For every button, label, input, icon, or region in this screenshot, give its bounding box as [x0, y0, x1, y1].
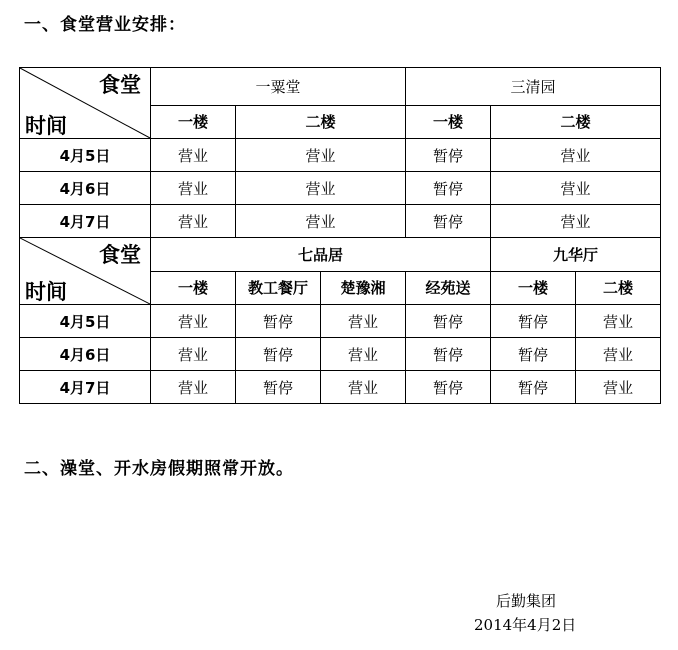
floor-cell: 二楼: [491, 105, 661, 138]
status-cell: 营业: [491, 139, 661, 172]
status-cell: 营业: [321, 305, 406, 338]
status-cell: 暂停: [491, 305, 576, 338]
floor-cell: 二楼: [236, 105, 406, 138]
status-cell: 营业: [491, 172, 661, 205]
corner-label-time: 时间: [25, 114, 67, 138]
table-row: [20, 305, 661, 338]
status-cell: 营业: [151, 338, 236, 371]
canteen-name-cell: 三清园: [406, 68, 661, 106]
status-cell: 营业: [576, 338, 661, 371]
status-cell: 营业: [321, 371, 406, 404]
status-cell: 暂停: [491, 338, 576, 371]
floor-cell: 二楼: [576, 271, 661, 305]
canteen-schedule-table: [19, 67, 661, 404]
floor-cell: 一楼: [151, 271, 236, 305]
status-cell: 暂停: [406, 371, 491, 404]
floor-cell: 一楼: [491, 271, 576, 305]
status-cell: 暂停: [236, 371, 321, 404]
floor-cell: 一楼: [151, 105, 236, 138]
section-heading-bathhouse: 二、澡堂、开水房假期照常开放。: [24, 459, 294, 479]
corner-label-canteen: 食堂: [99, 243, 141, 267]
status-cell: 暂停: [406, 205, 491, 238]
table-row: [20, 172, 661, 205]
floor-cell: 一楼: [406, 105, 491, 138]
status-cell: 营业: [236, 205, 406, 238]
table-row: [20, 205, 661, 238]
status-cell: 暂停: [406, 172, 491, 205]
floor-cell: 经苑送: [406, 271, 491, 305]
date-cell: 4月6日: [20, 172, 151, 205]
status-cell: 暂停: [406, 139, 491, 172]
status-cell: 暂停: [236, 305, 321, 338]
signature-organization: 后勤集团: [496, 592, 557, 610]
status-cell: 暂停: [406, 338, 491, 371]
status-cell: 营业: [151, 205, 236, 238]
canteen-name-cell: 一粟堂: [151, 68, 406, 106]
status-cell: 营业: [321, 338, 406, 371]
corner-label-canteen: 食堂: [99, 73, 141, 97]
status-cell: 营业: [151, 371, 236, 404]
status-cell: 暂停: [491, 371, 576, 404]
floor-cell: 楚豫湘: [321, 271, 406, 305]
section-heading-canteen: 一、食堂营业安排：: [24, 15, 186, 35]
status-cell: 营业: [576, 305, 661, 338]
date-cell: 4月5日: [20, 139, 151, 172]
diagonal-header-cell: [20, 68, 151, 139]
table-row: [20, 139, 661, 172]
canteen-name-cell: 九华厅: [491, 238, 661, 272]
canteen-name-cell: 七品居: [151, 238, 491, 272]
status-cell: 营业: [151, 305, 236, 338]
status-cell: 营业: [151, 172, 236, 205]
date-cell: 4月5日: [20, 305, 151, 338]
status-cell: 营业: [576, 371, 661, 404]
table-row: [20, 338, 661, 371]
signature-date: 2014年4月2日: [474, 616, 577, 634]
date-cell: 4月6日: [20, 338, 151, 371]
status-cell: 暂停: [406, 305, 491, 338]
block2-canteen-row: [20, 238, 661, 272]
status-cell: 营业: [491, 205, 661, 238]
status-cell: 营业: [236, 172, 406, 205]
date-cell: 4月7日: [20, 205, 151, 238]
status-cell: 营业: [151, 139, 236, 172]
floor-cell: 教工餐厅: [236, 271, 321, 305]
date-cell: 4月7日: [20, 371, 151, 404]
table-row: [20, 371, 661, 404]
diagonal-header-cell: [20, 238, 151, 305]
status-cell: 营业: [236, 139, 406, 172]
status-cell: 暂停: [236, 338, 321, 371]
block1-canteen-row: [20, 68, 661, 106]
corner-label-time: 时间: [25, 280, 67, 304]
